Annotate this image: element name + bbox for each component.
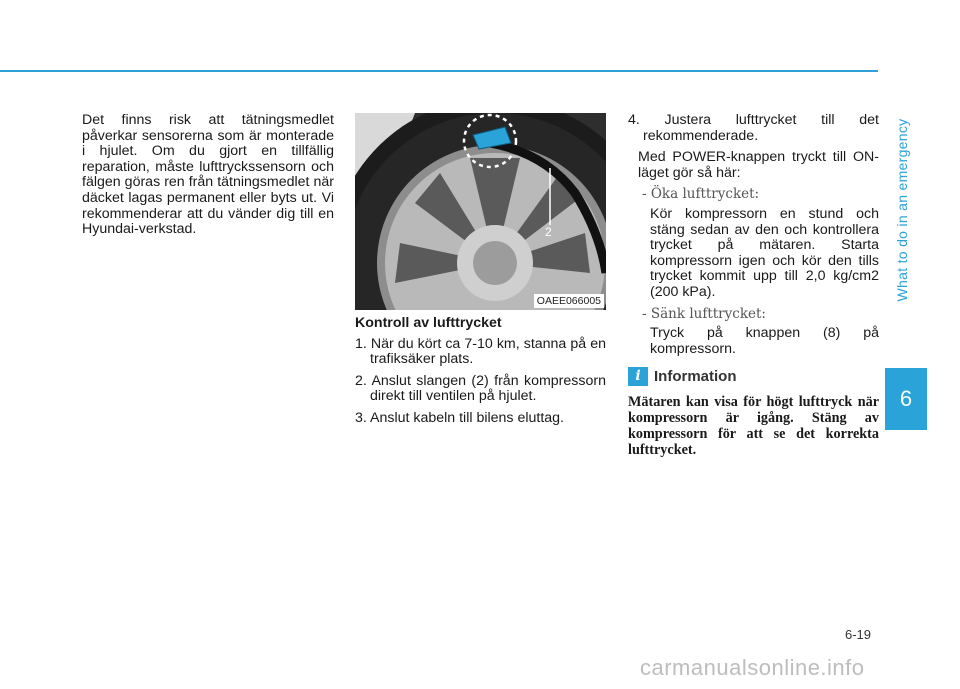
section-heading: Kontroll av lufttrycket: [355, 315, 502, 331]
wheel-illustration: [355, 113, 606, 310]
info-icon: i: [628, 367, 648, 386]
column-2: [355, 316, 606, 433]
increase-pressure-text: Kör kompressorn en stund och stäng sedan av den och kontrollera trycket på mätaren. Starta kompressorn igen och kör den tills trycket kommit upp till 2,0 kg/cm2 (200 kPa).: [650, 205, 879, 300]
chapter-number-badge: 6: [885, 368, 927, 430]
information-title: Information: [654, 368, 737, 386]
tire-compressor-illustration: [355, 113, 606, 310]
column-1: [82, 113, 334, 244]
step-2: 2. Anslut slangen (2) från kompressorn direkt till ventilen på hjulet.: [355, 372, 606, 405]
warning-paragraph: Det finns risk att tätningsmedlet påverkar sensorerna som är monterade i hjulet. Om du gjort en tillfällig reparation, måste lufttryckssensorn och fälgen göras ren från tätningsmedlet när däcket lagas permanent eller byts ut. Vi rekommenderar att du vänder dig till en Hyundai-verkstad.: [82, 112, 334, 238]
section-tab: [885, 80, 919, 340]
decrease-pressure-text: Tryck på knappen (8) på kompressorn.: [650, 325, 879, 357]
section-title: What to do in an emergency: [894, 118, 910, 302]
step-4: 4. Justera lufttrycket till det rekommenderade.: [628, 112, 879, 144]
column-3: [628, 113, 879, 458]
watermark: carmanualsonline.info: [640, 655, 865, 680]
information-header: [628, 367, 879, 386]
figure-caption: OAEE066005: [534, 294, 604, 308]
increase-pressure-heading: - Öka lufttrycket:: [642, 186, 760, 203]
information-text: Mätaren kan visa för högt lufttryck när kompressorn är igång. Stäng av kompressorn för att se det korrekta lufttrycket.: [628, 394, 879, 459]
page-number: 6-19: [845, 627, 872, 642]
intro-text: Med POWER-knappen tryckt till ON-läget gör så här:: [638, 149, 879, 181]
step-1: 1. När du kört ca 7-10 km, stanna på en trafiksäker plats.: [355, 335, 606, 368]
callout-label: 2: [545, 225, 552, 239]
step-3: 3. Anslut kabeln till bilens eluttag.: [355, 409, 565, 426]
decrease-pressure-heading: - Sänk lufttrycket:: [642, 305, 766, 322]
header-rule: [0, 70, 878, 72]
